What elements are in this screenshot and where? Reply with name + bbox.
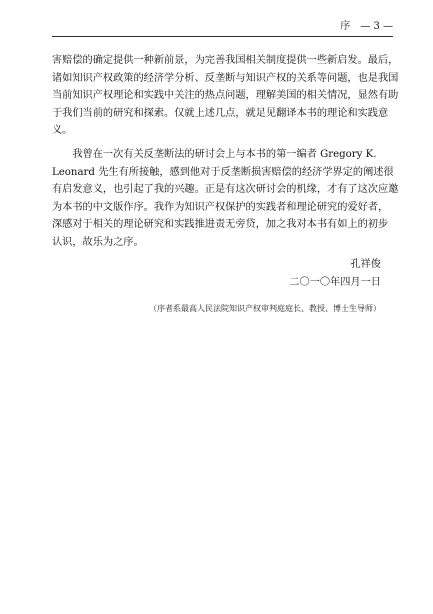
text-line: 于我们当前的研究和探索。仅就上述几点，就足见翻译本书的理论和实践意 [52,107,389,119]
preface-body [52,52,399,252]
text-line: 为本书的中文版作序。我作为知识产权保护的实践者和理论研究的爱好者， [52,201,389,213]
text-line: 诸如知识产权政策的经济学分析、反垄断与知识产权的关系等问题，也是我国 [52,72,399,84]
text-line: 我曾在一次有关反垄断法的研讨会上与本书的第一编者 Gregory K. [52,148,377,160]
paragraph-2 [52,146,399,252]
text-line: 有启发意义，也引起了我的兴趣。正是有这次研讨会的机缘，才有了这次应邀 [52,184,399,196]
signature-date: 二〇一〇年四月一日 [289,277,381,288]
paragraph-1 [52,52,399,140]
text-line: 当前知识产权理论和实践中关注的热点问题，理解美国的相关情况，显然有助 [52,90,399,102]
author-note: （序者系最高人民法院知识产权审判庭庭长、教授、博士生导师） [149,304,381,313]
signature-block [289,256,381,292]
text-line: 深感对于相关的理论研究和实践推进责无旁贷，加之我对本书有如上的初步 [52,219,389,231]
text-line: 认识，故乐为之序。 [52,236,144,248]
running-header [52,20,393,37]
header-label: 序 — 3 — [340,21,393,32]
text-line: 害赔偿的确定提供一种新前景，为完善我国相关制度提供一些新启发。最后， [52,55,399,66]
signature-name: 孔祥俊 [350,259,381,270]
text-line: 义。 [52,125,73,137]
text-line: Leonard 先生有所接触，感到他对于反垄断损害赔偿的经济学界定的阐述很 [52,166,394,178]
